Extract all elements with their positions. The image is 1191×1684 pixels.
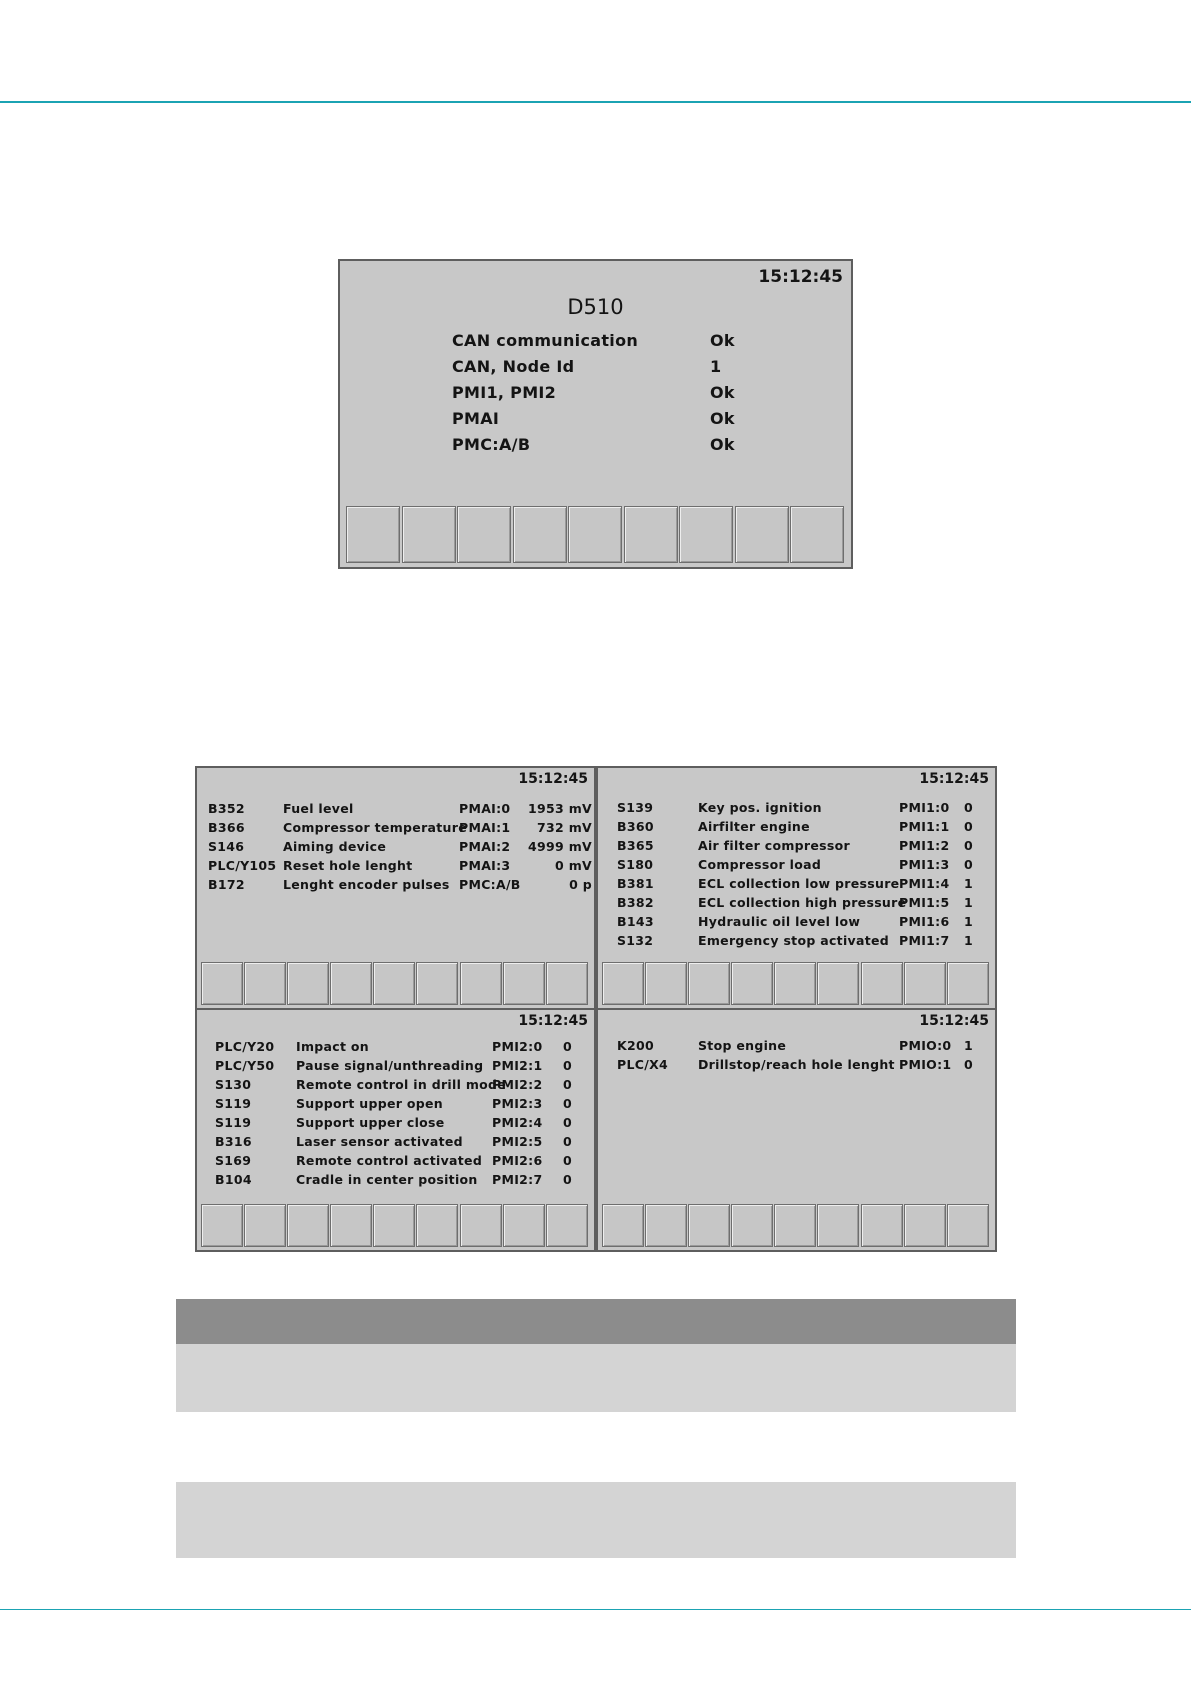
io-description: ECL collection low pressure	[698, 876, 900, 891]
io-code: S146	[208, 839, 245, 854]
clock: 15:12:45	[919, 1013, 989, 1029]
status-label: CAN, Node Id	[452, 357, 575, 376]
softkey-9[interactable]	[546, 1204, 588, 1247]
softkey-2[interactable]	[244, 962, 286, 1005]
io-port: PMI1:7	[899, 933, 950, 948]
softkey-4[interactable]	[330, 962, 372, 1005]
softkey-bar	[346, 506, 844, 563]
io-value: 1	[964, 1038, 973, 1053]
io-description: ECL collection high pressure	[698, 895, 907, 910]
io-port: PMI1:2	[899, 838, 950, 853]
io-description: Stop engine	[698, 1038, 787, 1053]
io-description: Lenght encoder pulses	[283, 877, 450, 892]
io-value: 732 mV	[537, 820, 592, 835]
io-value: 0	[964, 1057, 973, 1072]
io-description: Aiming device	[283, 839, 387, 854]
io-description: Support upper open	[296, 1096, 443, 1111]
softkey-8[interactable]	[904, 1204, 946, 1247]
softkey-6[interactable]	[416, 1204, 458, 1247]
io-port: PMI1:1	[899, 819, 950, 834]
io-value: 0	[563, 1134, 572, 1149]
io-value: 0	[964, 838, 973, 853]
softkey-5[interactable]	[774, 1204, 816, 1247]
io-port: PMI2:0	[492, 1039, 543, 1054]
io-description: Impact on	[296, 1039, 369, 1054]
status-value: Ok	[710, 435, 735, 454]
io-value: 0	[964, 819, 973, 834]
softkey-6[interactable]	[624, 506, 678, 563]
io-description: Airfilter engine	[698, 819, 810, 834]
io-port: PMI1:0	[899, 800, 950, 815]
io-port: PMI2:2	[492, 1077, 543, 1092]
io-value: 0	[563, 1153, 572, 1168]
io-code: B352	[208, 801, 245, 816]
analog-inputs-screen	[195, 766, 596, 1010]
io-port: PMC:A/B	[459, 877, 521, 892]
softkey-5[interactable]	[568, 506, 622, 563]
header-rule	[0, 101, 1191, 103]
status-label: PMC:A/B	[452, 435, 531, 454]
io-code: B365	[617, 838, 654, 853]
io-value: 0	[964, 800, 973, 815]
io-port: PMAI:2	[459, 839, 511, 854]
io-port: PMAI:0	[459, 801, 511, 816]
io-port: PMI2:5	[492, 1134, 543, 1149]
io-value: 0	[964, 857, 973, 872]
io-code: B366	[208, 820, 245, 835]
clock: 15:12:45	[518, 771, 588, 787]
io-code: B360	[617, 819, 654, 834]
softkey-1[interactable]	[201, 962, 243, 1005]
status-label: PMI1, PMI2	[452, 383, 557, 402]
table-header-band	[176, 1299, 1016, 1344]
softkey-bar	[602, 962, 990, 1005]
io-description: Emergency stop activated	[698, 933, 890, 948]
footer-rule	[0, 1609, 1191, 1610]
io-description: Compressor temperature	[283, 820, 467, 835]
clock: 15:12:45	[919, 771, 989, 787]
clock: 15:12:45	[518, 1013, 588, 1029]
io-value: 1953 mV	[528, 801, 592, 816]
io-description: Reset hole lenght	[283, 858, 413, 873]
io-code: B143	[617, 914, 654, 929]
softkey-9[interactable]	[546, 962, 588, 1005]
d510-status-screen	[338, 259, 853, 569]
io-value: 0	[563, 1172, 572, 1187]
screen-title: D510	[567, 295, 624, 319]
pmio-outputs-screen	[596, 1008, 997, 1252]
softkey-1[interactable]	[201, 1204, 243, 1247]
io-code: PLC/Y20	[215, 1039, 275, 1054]
softkey-2[interactable]	[645, 1204, 687, 1247]
io-value: 0 mV	[555, 858, 592, 873]
pmi1-inputs-screen	[596, 766, 997, 1010]
io-code: PLC/Y50	[215, 1058, 275, 1073]
io-port: PMI2:3	[492, 1096, 543, 1111]
io-port: PMIO:0	[899, 1038, 952, 1053]
io-value: 0	[563, 1077, 572, 1092]
io-port: PMI2:6	[492, 1153, 543, 1168]
softkey-8[interactable]	[735, 506, 789, 563]
softkey-2[interactable]	[402, 506, 456, 563]
softkey-7[interactable]	[861, 1204, 903, 1247]
io-value: 1	[964, 876, 973, 891]
status-value: Ok	[710, 383, 735, 402]
softkey-bar	[201, 962, 589, 1005]
softkey-5[interactable]	[373, 962, 415, 1005]
io-description: Key pos. ignition	[698, 800, 822, 815]
softkey-7[interactable]	[460, 1204, 502, 1247]
softkey-2[interactable]	[645, 962, 687, 1005]
table-row-band	[176, 1344, 1016, 1412]
softkey-7[interactable]	[861, 962, 903, 1005]
io-code: PLC/X4	[617, 1057, 669, 1072]
io-description: Compressor load	[698, 857, 822, 872]
softkey-6[interactable]	[817, 962, 859, 1005]
io-code: B382	[617, 895, 654, 910]
io-description: Laser sensor activated	[296, 1134, 463, 1149]
io-port: PMIO:1	[899, 1057, 952, 1072]
io-port: PMI2:1	[492, 1058, 543, 1073]
softkey-3[interactable]	[457, 506, 511, 563]
softkey-9[interactable]	[947, 962, 989, 1005]
io-description: Support upper close	[296, 1115, 445, 1130]
softkey-6[interactable]	[416, 962, 458, 1005]
io-code: B172	[208, 877, 245, 892]
io-description: Drillstop/reach hole lenght	[698, 1057, 895, 1072]
softkey-1[interactable]	[346, 506, 400, 563]
softkey-3[interactable]	[287, 1204, 329, 1247]
io-port: PMI1:4	[899, 876, 950, 891]
softkey-3[interactable]	[688, 962, 730, 1005]
io-port: PMI1:5	[899, 895, 950, 910]
softkey-7[interactable]	[679, 506, 733, 563]
io-description: Air filter compressor	[698, 838, 850, 853]
io-port: PMI1:6	[899, 914, 950, 929]
softkey-7[interactable]	[460, 962, 502, 1005]
softkey-4[interactable]	[513, 506, 567, 563]
softkey-8[interactable]	[503, 1204, 545, 1247]
io-value: 0 p	[569, 877, 592, 892]
io-code: B316	[215, 1134, 252, 1149]
io-port: PMAI:1	[459, 820, 511, 835]
io-code: S119	[215, 1115, 252, 1130]
io-code: S139	[617, 800, 654, 815]
io-code: PLC/Y105	[208, 858, 277, 873]
softkey-4[interactable]	[731, 962, 773, 1005]
io-port: PMAI:3	[459, 858, 511, 873]
softkey-2[interactable]	[244, 1204, 286, 1247]
io-description: Fuel level	[283, 801, 354, 816]
status-value: Ok	[710, 331, 735, 350]
table-row-band	[176, 1482, 1016, 1558]
softkey-9[interactable]	[947, 1204, 989, 1247]
io-description: Cradle in center position	[296, 1172, 478, 1187]
io-description: Hydraulic oil level low	[698, 914, 861, 929]
io-code: B381	[617, 876, 654, 891]
io-code: B104	[215, 1172, 252, 1187]
io-code: S180	[617, 857, 654, 872]
io-code: S132	[617, 933, 654, 948]
io-code: K200	[617, 1038, 654, 1053]
softkey-1[interactable]	[602, 962, 644, 1005]
io-value: 0	[563, 1096, 572, 1111]
softkey-4[interactable]	[330, 1204, 372, 1247]
softkey-bar	[201, 1204, 589, 1247]
io-description: Pause signal/unthreading	[296, 1058, 484, 1073]
io-value: 4999 mV	[528, 839, 592, 854]
softkey-3[interactable]	[688, 1204, 730, 1247]
status-value: 1	[710, 357, 722, 376]
status-value: Ok	[710, 409, 735, 428]
io-code: S169	[215, 1153, 252, 1168]
softkey-5[interactable]	[373, 1204, 415, 1247]
io-value: 1	[964, 914, 973, 929]
io-port: PMI1:3	[899, 857, 950, 872]
io-value: 0	[563, 1039, 572, 1054]
io-description: Remote control in drill mode	[296, 1077, 507, 1092]
softkey-bar	[602, 1204, 990, 1247]
softkey-3[interactable]	[287, 962, 329, 1005]
io-code: S119	[215, 1096, 252, 1111]
status-label: CAN communication	[452, 331, 639, 350]
status-label: PMAI	[452, 409, 500, 428]
io-value: 1	[964, 933, 973, 948]
io-code: S130	[215, 1077, 252, 1092]
io-description: Remote control activated	[296, 1153, 483, 1168]
softkey-4[interactable]	[731, 1204, 773, 1247]
softkey-5[interactable]	[774, 962, 816, 1005]
clock: 15:12:45	[758, 267, 843, 287]
io-value: 0	[563, 1058, 572, 1073]
io-value: 1	[964, 895, 973, 910]
softkey-9[interactable]	[790, 506, 844, 563]
io-port: PMI2:7	[492, 1172, 543, 1187]
softkey-8[interactable]	[503, 962, 545, 1005]
io-value: 0	[563, 1115, 572, 1130]
softkey-1[interactable]	[602, 1204, 644, 1247]
pmi2-inputs-screen	[195, 1008, 596, 1252]
softkey-8[interactable]	[904, 962, 946, 1005]
softkey-6[interactable]	[817, 1204, 859, 1247]
io-port: PMI2:4	[492, 1115, 543, 1130]
